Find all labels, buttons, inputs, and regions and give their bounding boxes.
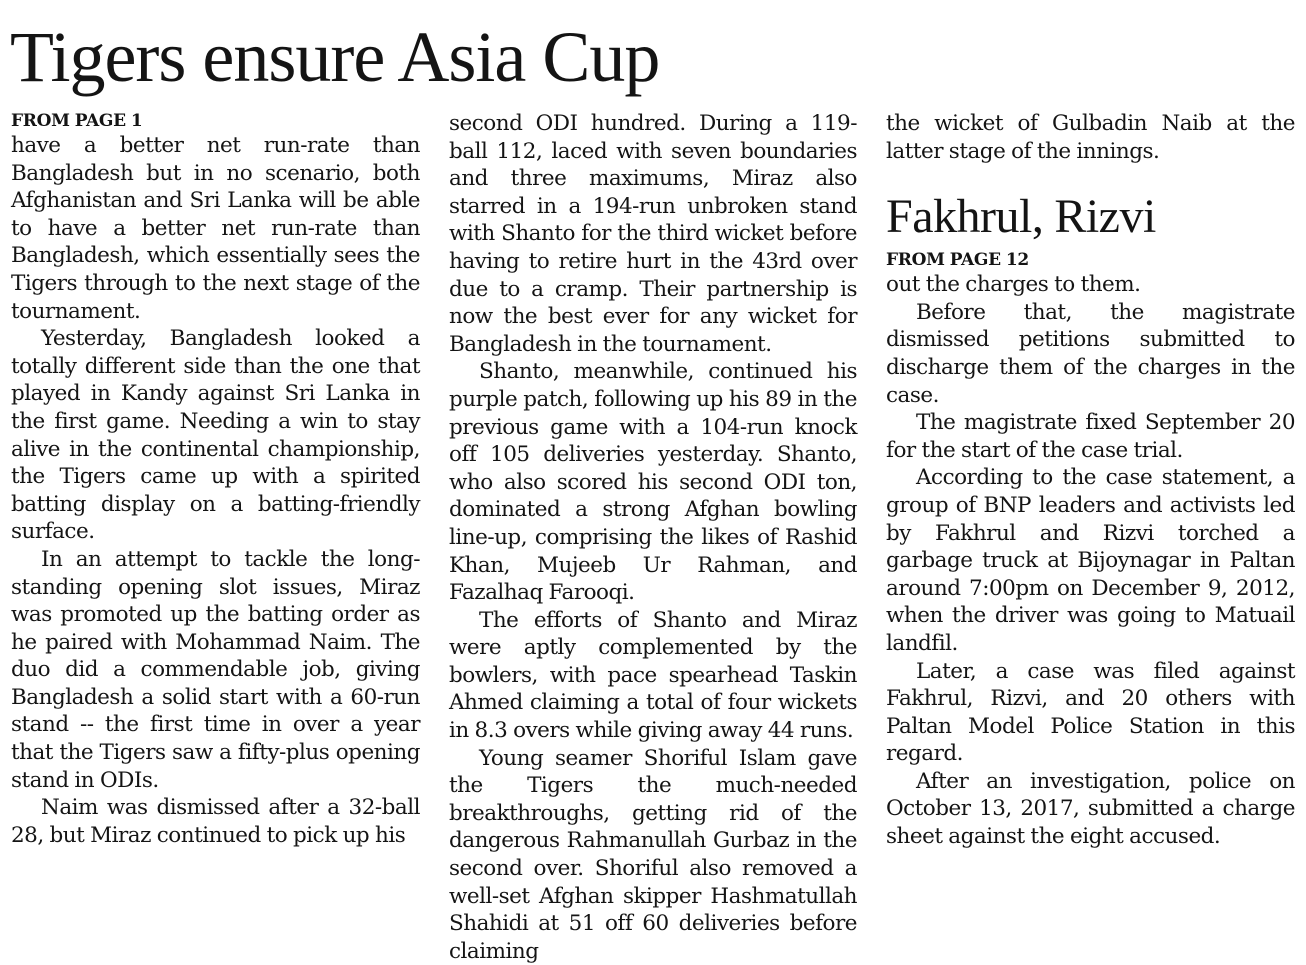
article-paragraph: Young seamer Shoriful Islam gave the Tigers the much-needed breakthroughs, getting rid of the dangerous Rahmanullah Gurbaz in the second over. Shoriful also removed a well-set Afghan skipper Hashmatullah Shahidi at 51 off 60 deliveries before claiming — [449, 745, 857, 964]
page-headline: Tigers ensure Asia Cup — [10, 17, 660, 97]
article-kicker: FROM PAGE 1 — [11, 111, 143, 131]
article-paragraph: the wicket of Gulbadin Naib at the latter stage of the innings. — [886, 111, 1295, 164]
article-paragraph: Later, a case was filed against Fakhrul, Rizvi, and 20 others with Paltan Model Police Station in this regard. — [886, 658, 1295, 767]
article-paragraph: Naim was dismissed after a 32-ball 28, but Miraz continued to pick up his — [11, 795, 420, 848]
column-3 — [886, 110, 1295, 851]
article-paragraph: According to the case statement, a group of BNP leaders and activists led by Fakhrul and Rizvi torched a garbage truck at Bijoynagar in Paltan around 7:00pm on December 9, 2012, when the driver was going to Matuail landfil. — [886, 465, 1295, 656]
article-paragraph: Before that, the magistrate dismissed petitions submitted to discharge them of the charges in the case. — [886, 299, 1295, 408]
article-paragraph: second ODI hundred. During a 119-ball 112, laced with seven boundaries and three maximums, Miraz also starred in a 194-run unbroken stand with Shanto for the third wicket before having to retire hurt in the 43rd over due to a cramp. Their partnership is now the best ever for any wicket for Bangladesh in the tournament. — [449, 111, 857, 357]
column-1 — [11, 110, 420, 849]
article-paragraph: The magistrate fixed September 20 for the start of the case trial. — [886, 410, 1295, 463]
second-article-kicker: FROM PAGE 12 — [886, 250, 1029, 271]
article-paragraph: Shanto, meanwhile, continued his purple patch, following up his 89 in the previous game with a 104-run knock off 105 deliveries yesterday. Shanto, who also scored his second ODI ton, dominated a strong Afghan bowling line-up, comprising the likes of Rashid Khan, Mujeeb Ur Rahman, and Fazalhaq Farooqi. — [449, 359, 857, 606]
article-paragraph: out the charges to them. — [886, 272, 1141, 298]
column-2 — [449, 110, 857, 965]
article-paragraph: After an investigation, police on October 13, 2017, submitted a charge sheet against the eight accused. — [886, 768, 1295, 850]
article-paragraph: The efforts of Shanto and Miraz were aptly complemented by the bowlers, with pace spearhead Taskin Ahmed claiming a total of four wickets in 8.3 overs while giving away 44 runs. — [449, 607, 857, 744]
article-paragraph: Yesterday, Bangladesh looked a totally different side than the one that played in Kandy against Sri Lanka in the first game. Needing a win to stay alive in the continental championship, the Tigers came up with a spirited batting display on a batting-friendly surface. — [11, 326, 420, 545]
second-article-headline: Fakhrul, Rizvi — [886, 190, 1156, 244]
article-paragraph: have a better net run-rate than Bangladesh but in no scenario, both Afghanistan and Sri Lanka will be able to have a better net run-rate than Bangladesh, which essentially sees the Tigers through to the next stage of the tournament. — [11, 133, 420, 324]
article-paragraph: In an attempt to tackle the long-standing opening slot issues, Miraz was promoted up the batting order as he paired with Mohammad Naim. The duo did a commendable job, giving Bangladesh a solid start with a 60-run stand -- the first time in over a year that the Tigers saw a fifty-plus opening stand in ODIs. — [11, 546, 420, 793]
